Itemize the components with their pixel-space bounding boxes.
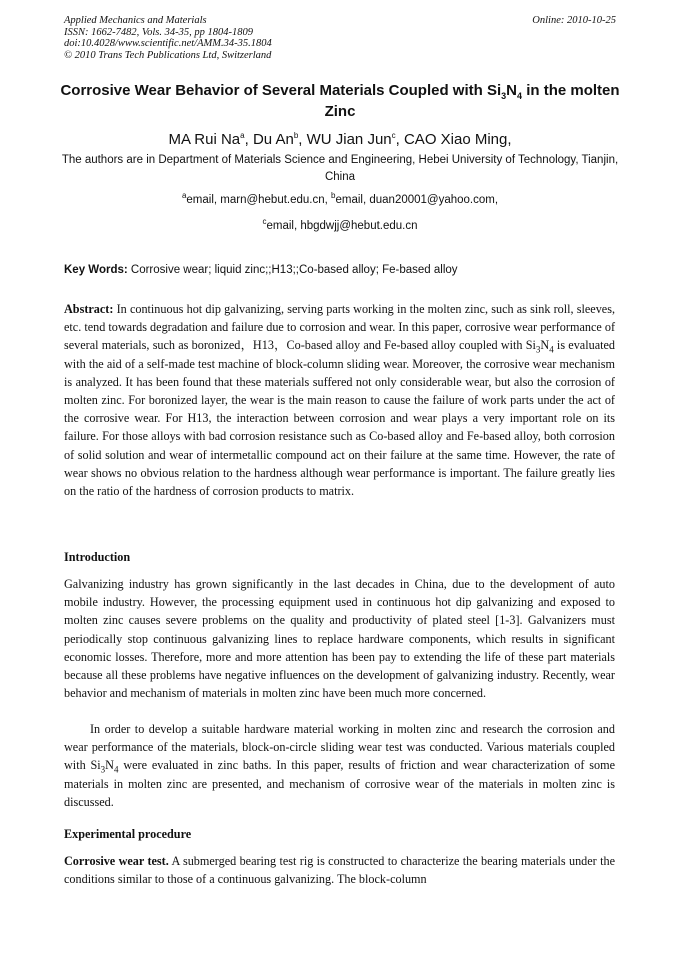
author-list: MA Rui Na$^a$, Du An$^b$, WU Jian Jun$^c$, CAO Xiao Ming,: [168, 131, 512, 148]
introduction-heading: Introduction: [64, 550, 131, 564]
abstract-label: Abstract:: [64, 302, 114, 316]
experimental-heading: Experimental procedure: [64, 827, 192, 841]
journal-name: Applied Mechanics and Materials: [64, 15, 207, 26]
paper-title: Corrosive Wear Behavior of Several Materials Coupled with $Si_3N_4$ in the molten Zinc: [60, 82, 620, 120]
doi-line: doi:10.4028/www.scientific.net/AMM.34-35.1804: [64, 38, 272, 49]
issn-line: ISSN: 1662-7482, Vols. 34-35, pp 1804-1809: [64, 26, 253, 38]
copyright-line: © 2010 Trans Tech Publications Ltd, Switzerland: [64, 49, 272, 61]
running-header: [64, 15, 616, 61]
corrosive-wear-test-label: Corrosive wear test.: [64, 854, 169, 868]
email-line-1: $^a$email, marn@hebut.edu.cn, $^b$email, duan20001@yahoo.com,: [181, 191, 499, 206]
keywords-label: Key Words:: [64, 264, 128, 276]
introduction-paragraph-2: In order to develop a suitable hardware material working in molten zinc and research the corrosion and wear performance of the materials, block-on-circle sliding wear test was conducted. Various materials coupled with $Si_3N_4$ were evaluated in zinc baths. In this paper, results of friction and wear characterization of some materials in molten zinc are presented, and mechanism of corrosive wear of the materials in molten zinc is discussed.: [64, 722, 615, 809]
affiliation: The authors are in Department of Materials Science and Engineering, Hebei University of Technology, Tianjin, China: [61, 154, 619, 183]
email-line-2: $^c$email, hbgdwjj@hebut.edu.cn: [262, 217, 418, 232]
keywords: Key Words: Corrosive wear; liquid zinc;;H13;;Co-based alloy; Fe-based alloy: [64, 264, 458, 276]
online-date: Online: 2010-10-25: [532, 15, 616, 26]
introduction-paragraph-1: Galvanizing industry has grown significantly in the last decades in China, due to the development of auto mobile industry. However, the processing equipment used in continuous hot dip galvanizing and exposed to molten zinc causes severe problems on the quality and productivity of plated steel [1-3]. Galvanizers must periodically stop continuous galvanizing lines to replace hardware components, which results in significant economic losses. Therefore, more and more attention has been pay to extending the life of these part materials because all these problems have negative influences on the development of galvanizing industry. Recently, wear behavior and mechanism of materials in molten zinc have been much more concerned.: [64, 577, 615, 701]
abstract: Abstract: In continuous hot dip galvanizing, serving parts working in the molten zinc, such as sink roll, sleeves, etc. tend towards degradation and failure due to corrosion and wear. In this paper, corrosive wear performance of several materials, such as boronized，H13，Co-based alloy and Fe-based alloy coupled with $Si_3N_4$ is evaluated with the aid of a self-made test machine of block-column sliding wear. Moreover, the corrosive wear mechanism is analyzed. It has been found that these materials suffered not only considerable wear, but also the corrosion of molten zinc. For boronized layer, the wear is the main reason to cause the failure of work parts under the act of the corrosive wear. For H13, the interaction between corrosion and wear plays a very important role on its failure. For those alloys with bad corrosion resistance such as Co-based alloy and Fe-based alloy, both corrosion of solid solution and wear of intermetallic compound act on their failure at the same time. However, the rate of wear shows no obvious relation to the hardness although wear performance is important. The failure greatly lies on the ratio of the hardness of corrosion products to matrix.: [64, 302, 615, 499]
experimental-paragraph-1: Corrosive wear test. A submerged bearing test rig is constructed to characterize the bearing materials under the conditions similar to those of a continuous galvanizing. The block-column: [64, 854, 615, 887]
